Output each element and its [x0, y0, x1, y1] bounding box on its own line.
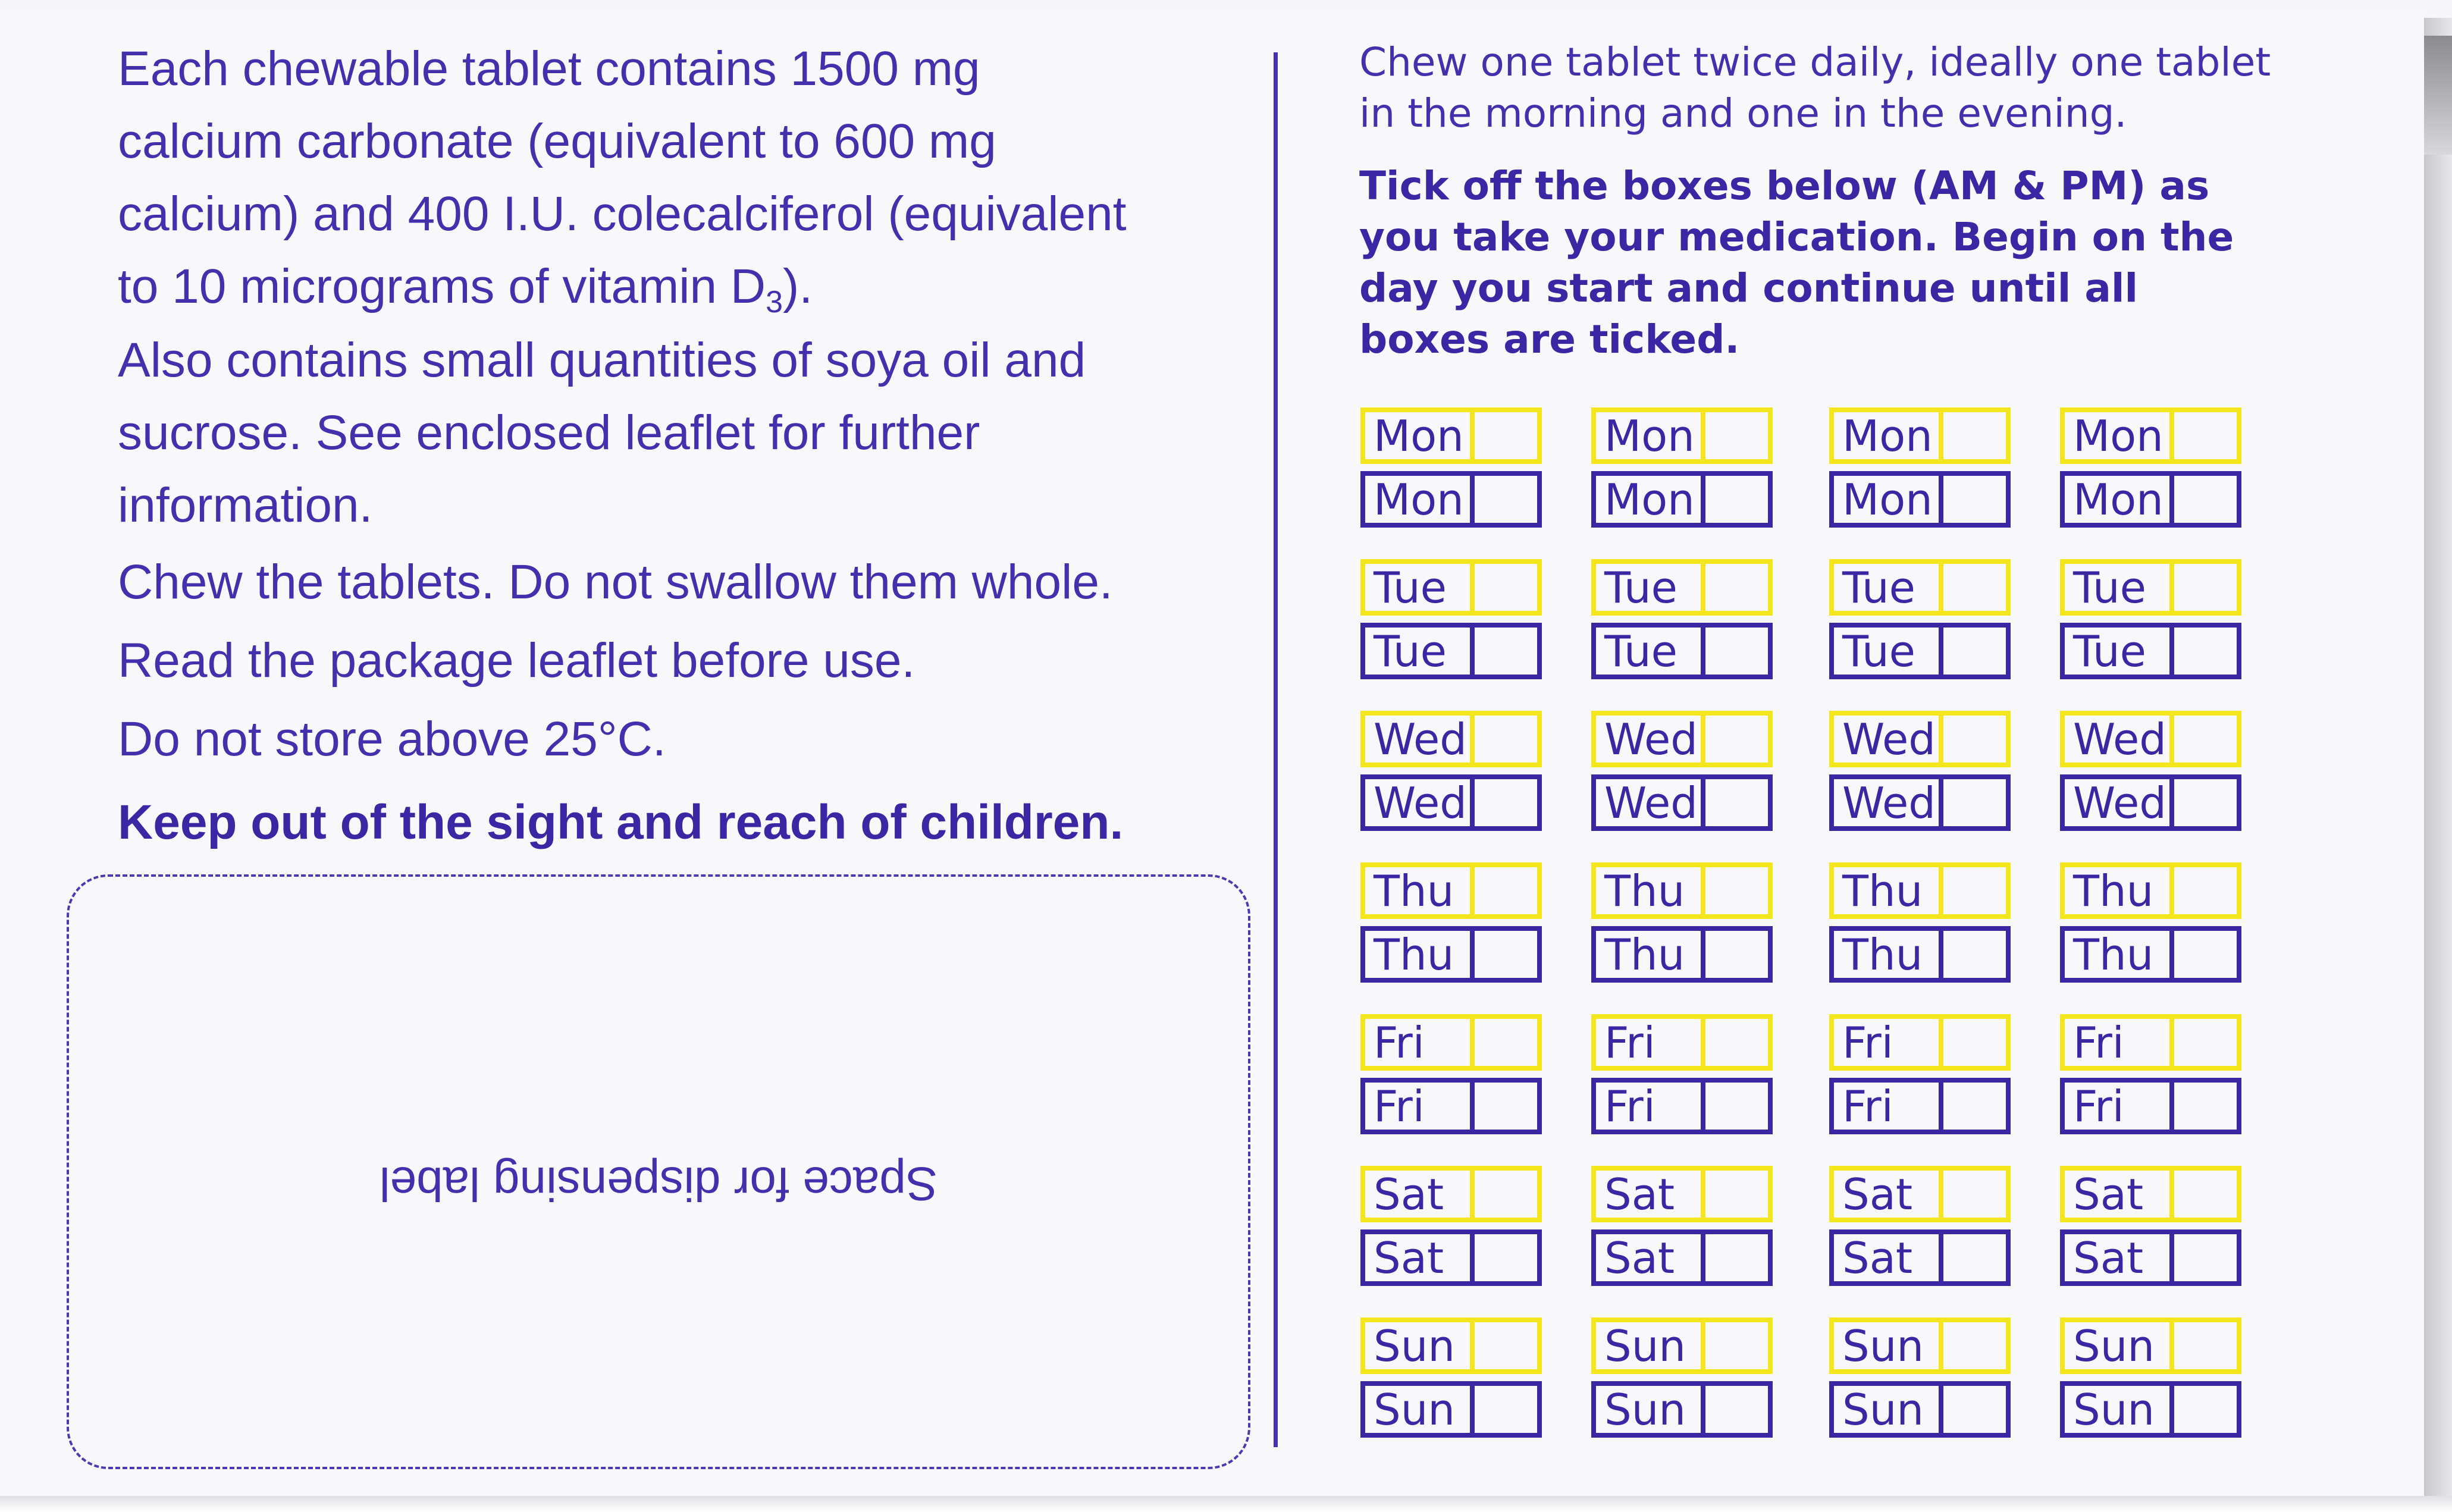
tick-box-sat-am-week-3[interactable]	[1829, 1166, 2011, 1222]
check-square[interactable]	[1475, 628, 1537, 675]
check-square[interactable]	[1943, 476, 2006, 523]
tick-box-sat-am-week-2[interactable]	[1591, 1166, 1773, 1222]
tick-note-line: day you start and continue until all	[1359, 265, 2139, 311]
day-label: Mon	[1834, 412, 1943, 459]
tick-box-tue-am-week-3[interactable]	[1829, 559, 2011, 616]
check-square[interactable]	[1943, 1322, 2006, 1369]
tick-box-thu-am-week-3[interactable]	[1829, 862, 2011, 919]
check-square[interactable]	[1943, 1019, 2006, 1066]
tick-box-fri-pm-week-1[interactable]	[1360, 1078, 1542, 1134]
day-label: Sun	[1596, 1386, 1705, 1433]
ingredients-text	[118, 33, 1248, 338]
also-contains-text	[118, 324, 1248, 542]
check-square[interactable]	[2174, 412, 2237, 459]
check-square[interactable]	[2174, 716, 2237, 763]
dispensing-label-area	[67, 874, 1250, 1469]
tick-box-sun-am-week-3[interactable]	[1829, 1317, 2011, 1374]
day-label: Sun	[2065, 1386, 2174, 1433]
check-square[interactable]	[2174, 1386, 2237, 1433]
check-square[interactable]	[1705, 628, 1768, 675]
instruction-line: in the morning and one in the evening.	[1359, 90, 2127, 136]
tick-box-tue-pm-week-2[interactable]	[1591, 623, 1773, 679]
ingredients-line-prefix: to 10 micrograms of vitamin D	[118, 259, 766, 313]
tick-box-wed-am-week-2[interactable]	[1591, 711, 1773, 767]
day-label: Tue	[1596, 628, 1705, 675]
tick-box-tue-am-week-1[interactable]	[1360, 559, 1542, 616]
tick-box-mon-pm-week-4[interactable]	[2060, 471, 2241, 528]
dosage-instruction	[1359, 37, 2406, 139]
check-square[interactable]	[1705, 931, 1768, 978]
box-right-edge	[2424, 18, 2452, 1499]
tick-box-sun-pm-week-3[interactable]	[1829, 1381, 2011, 1438]
dispensing-label-text: Space for dispensing label	[379, 1157, 938, 1210]
tick-box-wed-am-week-3[interactable]	[1829, 711, 2011, 767]
tick-box-sun-pm-week-1[interactable]	[1360, 1381, 1542, 1438]
day-label: Mon	[1596, 412, 1705, 459]
check-square[interactable]	[1705, 1386, 1768, 1433]
day-label: Wed	[2065, 716, 2174, 763]
check-square[interactable]	[2174, 628, 2237, 675]
also-contains-line: information.	[118, 478, 373, 532]
day-label: Tue	[1596, 564, 1705, 611]
tick-box-wed-pm-week-4[interactable]	[2060, 774, 2241, 831]
day-label: Fri	[1596, 1083, 1705, 1130]
box-right-edge-shadow	[2424, 36, 2452, 155]
check-square[interactable]	[1475, 867, 1537, 914]
check-square[interactable]	[1943, 779, 2006, 826]
check-square[interactable]	[1705, 867, 1768, 914]
check-square[interactable]	[1705, 1171, 1768, 1218]
day-label: Sat	[1596, 1171, 1705, 1218]
tick-note-line: Tick off the boxes below (AM & PM) as	[1359, 163, 2210, 209]
check-square[interactable]	[1475, 412, 1537, 459]
tick-box-sat-pm-week-1[interactable]	[1360, 1229, 1542, 1286]
day-label: Sun	[2065, 1322, 2174, 1369]
tick-box-sat-am-week-4[interactable]	[2060, 1166, 2241, 1222]
check-square[interactable]	[1943, 628, 2006, 675]
check-square[interactable]	[1705, 564, 1768, 611]
check-square[interactable]	[2174, 476, 2237, 523]
check-square[interactable]	[2174, 867, 2237, 914]
day-label: Tue	[1365, 628, 1475, 675]
check-square[interactable]	[1943, 1234, 2006, 1281]
ingredients-line: Each chewable tablet contains 1500 mg	[118, 42, 980, 96]
tick-box-sun-pm-week-2[interactable]	[1591, 1381, 1773, 1438]
check-square[interactable]	[1705, 716, 1768, 763]
day-label: Sun	[1365, 1322, 1475, 1369]
check-square[interactable]	[1475, 931, 1537, 978]
day-label: Thu	[2065, 867, 2174, 914]
tick-box-fri-am-week-2[interactable]	[1591, 1014, 1773, 1071]
day-label: Thu	[1365, 931, 1475, 978]
tick-box-fri-am-week-3[interactable]	[1829, 1014, 2011, 1071]
tick-box-mon-am-week-3[interactable]	[1829, 407, 2011, 464]
day-label: Sun	[1365, 1386, 1475, 1433]
tick-box-mon-am-week-1[interactable]	[1360, 407, 1542, 464]
check-square[interactable]	[1943, 931, 2006, 978]
day-label: Wed	[1596, 779, 1705, 826]
day-label: Sat	[1834, 1171, 1943, 1218]
tick-box-sat-pm-week-2[interactable]	[1591, 1229, 1773, 1286]
day-label: Thu	[1596, 867, 1705, 914]
day-label: Mon	[2065, 412, 2174, 459]
check-square[interactable]	[1705, 476, 1768, 523]
check-square[interactable]	[1475, 1322, 1537, 1369]
check-square[interactable]	[2174, 564, 2237, 611]
check-square[interactable]	[1943, 1083, 2006, 1130]
tick-box-mon-am-week-4[interactable]	[2060, 407, 2241, 464]
ingredients-line: calcium carbonate (equivalent to 600 mg	[118, 114, 996, 168]
tick-box-wed-am-week-4[interactable]	[2060, 711, 2241, 767]
read-leaflet-note: Read the package leaflet before use.	[118, 633, 915, 688]
tick-box-sun-am-week-4[interactable]	[2060, 1317, 2241, 1374]
day-label: Thu	[1365, 867, 1475, 914]
box-bottom-edge	[0, 1496, 2452, 1512]
tick-box-mon-pm-week-1[interactable]	[1360, 471, 1542, 528]
check-square[interactable]	[2174, 1171, 2237, 1218]
tick-box-wed-pm-week-1[interactable]	[1360, 774, 1542, 831]
day-label: Mon	[1365, 412, 1475, 459]
instruction-line: Chew one tablet twice daily, ideally one tablet	[1359, 39, 2271, 85]
check-square[interactable]	[1943, 1171, 2006, 1218]
day-label: Wed	[1834, 716, 1943, 763]
day-label: Sat	[2065, 1234, 2174, 1281]
day-label: Tue	[2065, 564, 2174, 611]
check-square[interactable]	[1705, 1083, 1768, 1130]
panel-divider	[1274, 52, 1278, 1447]
tick-box-wed-pm-week-2[interactable]	[1591, 774, 1773, 831]
tick-instruction	[1359, 161, 2406, 365]
tick-box-thu-pm-week-2[interactable]	[1591, 926, 1773, 983]
day-label: Wed	[1365, 716, 1475, 763]
day-label: Wed	[1596, 716, 1705, 763]
day-label: Fri	[1365, 1019, 1475, 1066]
check-square[interactable]	[1943, 867, 2006, 914]
day-label: Mon	[1834, 476, 1943, 523]
check-square[interactable]	[1475, 1171, 1537, 1218]
tick-box-tue-pm-week-4[interactable]	[2060, 623, 2241, 679]
also-contains-line: sucrose. See enclosed leaflet for further	[118, 406, 980, 460]
check-square[interactable]	[1705, 1234, 1768, 1281]
tick-box-sun-pm-week-4[interactable]	[2060, 1381, 2241, 1438]
vitamin-d-subscript: 3	[766, 285, 783, 319]
day-label: Sat	[1596, 1234, 1705, 1281]
day-label: Mon	[2065, 476, 2174, 523]
tick-box-sun-am-week-2[interactable]	[1591, 1317, 1773, 1374]
tick-box-fri-pm-week-2[interactable]	[1591, 1078, 1773, 1134]
ingredients-line: calcium) and 400 I.U. colecalciferol (equivalent	[118, 187, 1127, 241]
day-label: Fri	[1834, 1083, 1943, 1130]
check-square[interactable]	[1943, 412, 2006, 459]
day-label: Tue	[1834, 564, 1943, 611]
check-square[interactable]	[1943, 716, 2006, 763]
also-contains-line: Also contains small quantities of soya oil and	[118, 333, 1086, 387]
tick-box-tue-am-week-4[interactable]	[2060, 559, 2241, 616]
tick-box-thu-pm-week-4[interactable]	[2060, 926, 2241, 983]
day-label: Sun	[1596, 1322, 1705, 1369]
day-label: Thu	[1834, 931, 1943, 978]
child-safety-warning: Keep out of the sight and reach of children.	[118, 795, 1124, 849]
tick-box-sat-pm-week-4[interactable]	[2060, 1229, 2241, 1286]
day-label: Wed	[2065, 779, 2174, 826]
tick-box-fri-am-week-1[interactable]	[1360, 1014, 1542, 1071]
tick-box-thu-am-week-1[interactable]	[1360, 862, 1542, 919]
day-label: Sun	[1834, 1322, 1943, 1369]
check-square[interactable]	[1475, 564, 1537, 611]
check-square[interactable]	[2174, 1322, 2237, 1369]
check-square[interactable]	[1943, 1386, 2006, 1433]
tick-box-thu-am-week-2[interactable]	[1591, 862, 1773, 919]
check-square[interactable]	[1705, 779, 1768, 826]
check-square[interactable]	[1475, 476, 1537, 523]
day-label: Sun	[1834, 1386, 1943, 1433]
check-square[interactable]	[2174, 1234, 2237, 1281]
check-square[interactable]	[1475, 1019, 1537, 1066]
check-square[interactable]	[1475, 779, 1537, 826]
tick-box-wed-pm-week-3[interactable]	[1829, 774, 2011, 831]
day-label: Mon	[1365, 476, 1475, 523]
check-square[interactable]	[1705, 1322, 1768, 1369]
day-label: Mon	[1596, 476, 1705, 523]
day-label: Sat	[1834, 1234, 1943, 1281]
tick-box-sat-pm-week-3[interactable]	[1829, 1229, 2011, 1286]
check-square[interactable]	[1475, 716, 1537, 763]
check-square[interactable]	[2174, 779, 2237, 826]
day-label: Thu	[1834, 867, 1943, 914]
check-square[interactable]	[2174, 1083, 2237, 1130]
tick-box-sat-am-week-1[interactable]	[1360, 1166, 1542, 1222]
day-label: Sat	[1365, 1171, 1475, 1218]
ingredients-line-suffix: ).	[783, 259, 813, 313]
day-label: Tue	[1834, 628, 1943, 675]
tick-box-mon-pm-week-3[interactable]	[1829, 471, 2011, 528]
day-label: Fri	[1365, 1083, 1475, 1130]
tick-box-fri-am-week-4[interactable]	[2060, 1014, 2241, 1071]
tick-box-tue-pm-week-1[interactable]	[1360, 623, 1542, 679]
day-label: Tue	[1365, 564, 1475, 611]
day-label: Fri	[1834, 1019, 1943, 1066]
day-label: Thu	[2065, 931, 2174, 978]
check-square[interactable]	[1705, 412, 1768, 459]
check-square[interactable]	[1943, 564, 2006, 611]
tick-box-tue-pm-week-3[interactable]	[1829, 623, 2011, 679]
tick-box-fri-pm-week-4[interactable]	[2060, 1078, 2241, 1134]
tick-box-thu-am-week-4[interactable]	[2060, 862, 2241, 919]
day-label: Wed	[1365, 779, 1475, 826]
day-label: Tue	[2065, 628, 2174, 675]
day-label: Sat	[2065, 1171, 2174, 1218]
storage-note: Do not store above 25°C.	[118, 712, 666, 766]
chew-note: Chew the tablets. Do not swallow them whole.	[118, 555, 1113, 609]
tick-box-sun-am-week-1[interactable]	[1360, 1317, 1542, 1374]
day-label: Fri	[1596, 1019, 1705, 1066]
tick-box-thu-pm-week-3[interactable]	[1829, 926, 2011, 983]
tick-note-line: boxes are ticked.	[1359, 316, 1740, 362]
day-label: Fri	[2065, 1083, 2174, 1130]
check-square[interactable]	[1475, 1386, 1537, 1433]
tick-box-thu-pm-week-1[interactable]	[1360, 926, 1542, 983]
check-square[interactable]	[1475, 1083, 1537, 1130]
check-square[interactable]	[2174, 1019, 2237, 1066]
tick-box-tue-am-week-2[interactable]	[1591, 559, 1773, 616]
check-square[interactable]	[1705, 1019, 1768, 1066]
tick-box-wed-am-week-1[interactable]	[1360, 711, 1542, 767]
day-label: Wed	[1834, 779, 1943, 826]
tick-box-mon-pm-week-2[interactable]	[1591, 471, 1773, 528]
tick-box-fri-pm-week-3[interactable]	[1829, 1078, 2011, 1134]
tick-note-line: you take your medication. Begin on the	[1359, 214, 2234, 260]
tick-box-mon-am-week-2[interactable]	[1591, 407, 1773, 464]
check-square[interactable]	[1475, 1234, 1537, 1281]
day-label: Sat	[1365, 1234, 1475, 1281]
day-label: Thu	[1596, 931, 1705, 978]
day-label: Fri	[2065, 1019, 2174, 1066]
check-square[interactable]	[2174, 931, 2237, 978]
